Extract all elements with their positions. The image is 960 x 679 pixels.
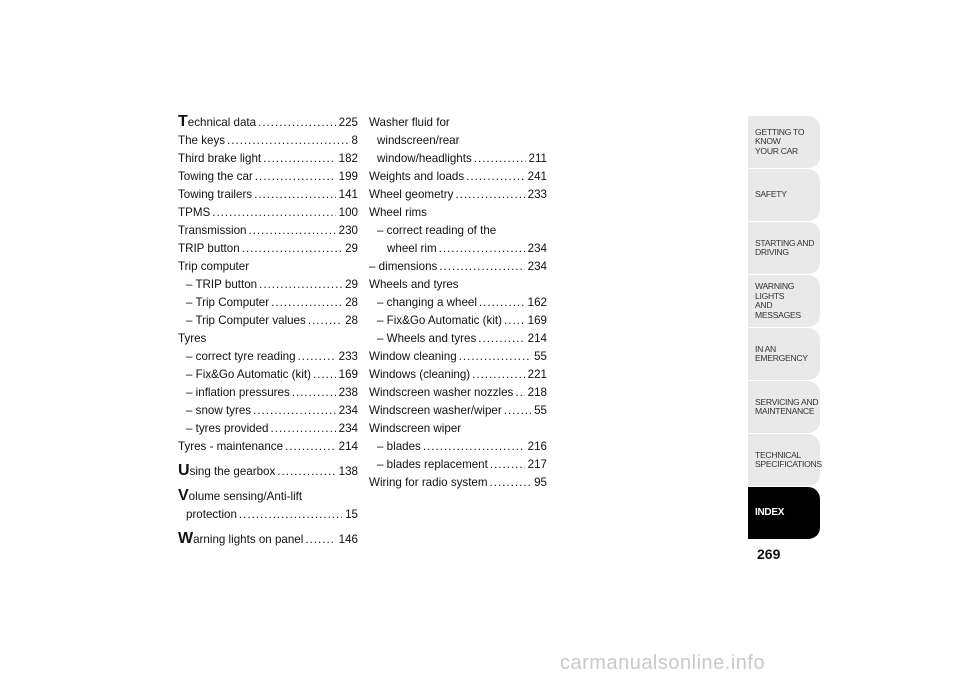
index-entry — [178, 150, 358, 168]
index-entry — [178, 463, 358, 481]
index-page-number: 55 — [534, 404, 547, 417]
leader-dots — [502, 312, 525, 330]
index-page-number: 182 — [338, 152, 358, 165]
index-initial: T — [178, 113, 188, 130]
index-entry-text: Wheel geometry — [369, 188, 454, 201]
tab-index[interactable] — [748, 487, 820, 540]
leader-dots — [464, 168, 524, 186]
index-entry-text: – blades replacement — [377, 458, 488, 471]
index-entry-text: TPMS — [178, 206, 211, 219]
index-entry-text: arning lights on panel — [193, 533, 304, 546]
index-entry-text: Towing trailers — [178, 188, 253, 201]
index-entry-text: – Trip Computer values — [186, 314, 306, 327]
index-entry-continuation — [178, 506, 358, 524]
tab-safety[interactable] — [748, 169, 820, 222]
tab-warning-lights-and-messages[interactable] — [748, 275, 820, 328]
leader-dots — [470, 366, 524, 384]
index-page-number: 141 — [338, 188, 358, 201]
leader-dots — [472, 150, 526, 168]
index-subentry — [178, 276, 358, 294]
index-page-number: 218 — [527, 386, 547, 399]
index-entry-text: Wiring for radio system — [369, 476, 488, 489]
index-entry — [178, 186, 358, 204]
leader-dots — [306, 312, 342, 330]
index-entry — [369, 366, 547, 384]
index-entry — [369, 258, 547, 276]
index-entry-text: Third brake light — [178, 152, 262, 165]
index-entry — [178, 531, 358, 549]
leader-dots — [311, 366, 336, 384]
index-page-number: 169 — [338, 368, 358, 381]
index-entry — [178, 204, 358, 222]
index-entry-text: Window cleaning — [369, 350, 457, 363]
index-page-number: 214 — [527, 332, 547, 345]
index-page-number: 162 — [527, 296, 547, 309]
index-entry-text: – correct tyre reading — [186, 350, 296, 363]
leader-dots — [253, 168, 336, 186]
index-subentry — [369, 312, 547, 330]
index-entry-text: – tyres provided — [186, 422, 269, 435]
index-page-number: 211 — [528, 152, 547, 165]
index-entry — [178, 240, 358, 258]
index-entry — [178, 222, 358, 240]
leader-dots — [269, 294, 342, 312]
index-page-number: 238 — [338, 386, 358, 399]
index-page-number: 29 — [345, 278, 358, 291]
leader-dots — [290, 384, 336, 402]
tab-label: DRIVING — [755, 247, 789, 257]
index-entry — [178, 132, 358, 150]
leader-dots — [476, 330, 524, 348]
index-page-number: 230 — [338, 224, 358, 237]
index-initial: U — [178, 462, 190, 479]
index-entry — [369, 402, 547, 420]
tab-label: TECHNICAL — [755, 449, 802, 460]
index-subentry — [178, 402, 358, 420]
index-page-number: 234 — [338, 422, 358, 435]
index-entry-continuation — [369, 240, 547, 258]
leader-dots — [247, 222, 336, 240]
index-entry-continuation — [369, 150, 547, 168]
index-entry — [369, 186, 547, 204]
leader-dots — [488, 456, 525, 474]
index-page-number: 28 — [345, 296, 358, 309]
index-entry-text: – inflation pressures — [186, 386, 290, 399]
leader-dots — [477, 294, 525, 312]
leader-dots — [437, 240, 525, 258]
index-page-number: 29 — [345, 242, 358, 255]
index-entry-text: Windscreen washer/wiper — [369, 404, 502, 417]
leader-dots — [237, 506, 342, 524]
tab-label: WARNING LIGHTS — [755, 281, 795, 301]
index-entry-text: Windows (cleaning) — [369, 368, 471, 381]
index-page-number: 241 — [527, 170, 547, 183]
index-page-number: 199 — [338, 170, 358, 183]
index-column-right — [369, 114, 547, 492]
tab-label: IN AN EMERGENCY — [755, 343, 808, 363]
index-entry-text: – TRIP button — [186, 278, 258, 291]
index-entry-text: Towing the car — [178, 170, 253, 183]
index-entry-text: Transmission — [178, 224, 247, 237]
index-heading: Wheels and tyres — [369, 278, 459, 291]
index-page-number: 216 — [527, 440, 547, 453]
leader-dots — [225, 132, 349, 150]
index-subentry — [178, 384, 358, 402]
index-page-number: 234 — [527, 260, 547, 273]
index-page-number: 214 — [338, 440, 358, 453]
section-tabs — [748, 116, 820, 540]
index-page-number: 8 — [351, 134, 358, 147]
index-page-number: 100 — [338, 206, 358, 219]
index-entry-text: olume sensing/Anti-lift — [188, 490, 303, 503]
index-subentry — [369, 294, 547, 312]
index-heading: Wheel rims — [369, 206, 427, 219]
index-page-number: 217 — [527, 458, 547, 471]
index-page-number: 15 — [345, 508, 358, 521]
index-page-number: 233 — [527, 188, 547, 201]
index-page-number: 28 — [345, 314, 358, 327]
index-heading: Trip computer — [178, 260, 250, 273]
leader-dots — [502, 402, 531, 420]
index-subentry — [178, 366, 358, 384]
tab-label: MAINTENANCE — [755, 406, 815, 416]
tab-label: AND MESSAGES — [755, 300, 801, 320]
index-entry-text: Tyres - maintenance — [178, 440, 284, 453]
index-subentry: – correct reading of the — [377, 224, 497, 237]
leader-dots — [457, 348, 531, 366]
leader-dots — [256, 114, 336, 132]
index-entry-continuation: windscreen/rear — [377, 134, 460, 147]
index-entry — [178, 438, 358, 456]
tab-label: SPECIFICATIONS — [755, 459, 822, 469]
index-page-number: 146 — [338, 533, 358, 546]
index-page-number: 138 — [338, 465, 358, 478]
index-entry-text: sing the gearbox — [189, 465, 276, 478]
leader-dots — [210, 204, 335, 222]
index-entry-text: Weights and loads — [369, 170, 465, 183]
index-subentry — [178, 294, 358, 312]
leader-dots — [240, 240, 342, 258]
index-entry — [369, 168, 547, 186]
index-entry — [369, 474, 547, 492]
leader-dots — [513, 384, 524, 402]
index-subentry — [178, 348, 358, 366]
tab-label: STARTING AND — [755, 237, 815, 248]
index-subentry — [369, 438, 547, 456]
index-entry-text: protection — [186, 508, 237, 521]
index-column-left — [178, 114, 358, 549]
tab-label: SAFETY — [755, 189, 787, 200]
leader-dots — [453, 186, 524, 204]
index-entry — [178, 114, 358, 132]
tab-servicing-and-maintenance[interactable] — [748, 381, 820, 434]
index-heading: Windscreen wiper — [369, 422, 462, 435]
index-entry-text: wheel rim — [387, 242, 437, 255]
leader-dots — [296, 348, 336, 366]
tab-technical-specifications[interactable] — [748, 434, 820, 487]
index-entry — [369, 348, 547, 366]
tab-getting-to-know-your-car[interactable] — [748, 116, 820, 169]
index-entry-text: – dimensions — [369, 260, 438, 273]
index-initial: V — [178, 487, 189, 504]
index-entry-text: – Wheels and tyres — [377, 332, 477, 345]
leader-dots — [421, 438, 525, 456]
index-entry-text: – Fix&Go Automatic (kit) — [186, 368, 311, 381]
index-page-number: 234 — [527, 242, 547, 255]
index-page-number: 95 — [534, 476, 547, 489]
leader-dots — [283, 438, 336, 456]
index-page-number: 169 — [527, 314, 547, 327]
leader-dots — [488, 474, 532, 492]
tab-label: INDEX — [755, 507, 785, 519]
index-page-number: 225 — [338, 116, 358, 129]
index-entry-text: – snow tyres — [186, 404, 252, 417]
watermark: carmanualsonline.info — [560, 652, 766, 674]
index-heading — [178, 488, 358, 506]
index-entry-text: – blades — [377, 440, 421, 453]
leader-dots — [251, 402, 336, 420]
leader-dots — [257, 276, 342, 294]
index-entry — [369, 384, 547, 402]
leader-dots — [303, 531, 335, 549]
tab-label: YOUR CAR — [755, 145, 798, 156]
index-entry-text: echnical data — [187, 116, 257, 129]
index-page-number: 233 — [338, 350, 358, 363]
index-subentry — [178, 420, 358, 438]
index-entry-text: The keys — [178, 134, 226, 147]
index-entry-text: TRIP button — [178, 242, 240, 255]
index-heading: Washer fluid for — [369, 116, 450, 129]
index-entry — [178, 168, 358, 186]
index-entry-text: Windscreen washer nozzles — [369, 386, 514, 399]
leader-dots — [275, 463, 335, 481]
tab-in-an-emergency[interactable] — [748, 328, 820, 381]
index-initial: W — [178, 530, 194, 547]
index-entry-text: – Fix&Go Automatic (kit) — [377, 314, 502, 327]
index-subentry — [178, 312, 358, 330]
leader-dots — [269, 420, 336, 438]
index-entry-text: – Trip Computer — [186, 296, 270, 309]
index-page-number: 234 — [338, 404, 358, 417]
tab-label: GETTING TO KNOW — [755, 126, 805, 147]
index-entry-text: window/headlights — [377, 152, 472, 165]
tab-label: SERVICING AND — [755, 396, 819, 407]
tab-starting-and-driving[interactable] — [748, 222, 820, 275]
leader-dots — [252, 186, 336, 204]
index-subentry — [369, 456, 547, 474]
index-page-number: 55 — [534, 350, 547, 363]
index-page-number: 221 — [527, 368, 547, 381]
index-subentry — [369, 330, 547, 348]
leader-dots — [437, 258, 524, 276]
page-number: 269 — [757, 546, 781, 562]
index-entry-text: – changing a wheel — [377, 296, 477, 309]
leader-dots — [261, 150, 336, 168]
index-heading: Tyres — [178, 332, 207, 345]
